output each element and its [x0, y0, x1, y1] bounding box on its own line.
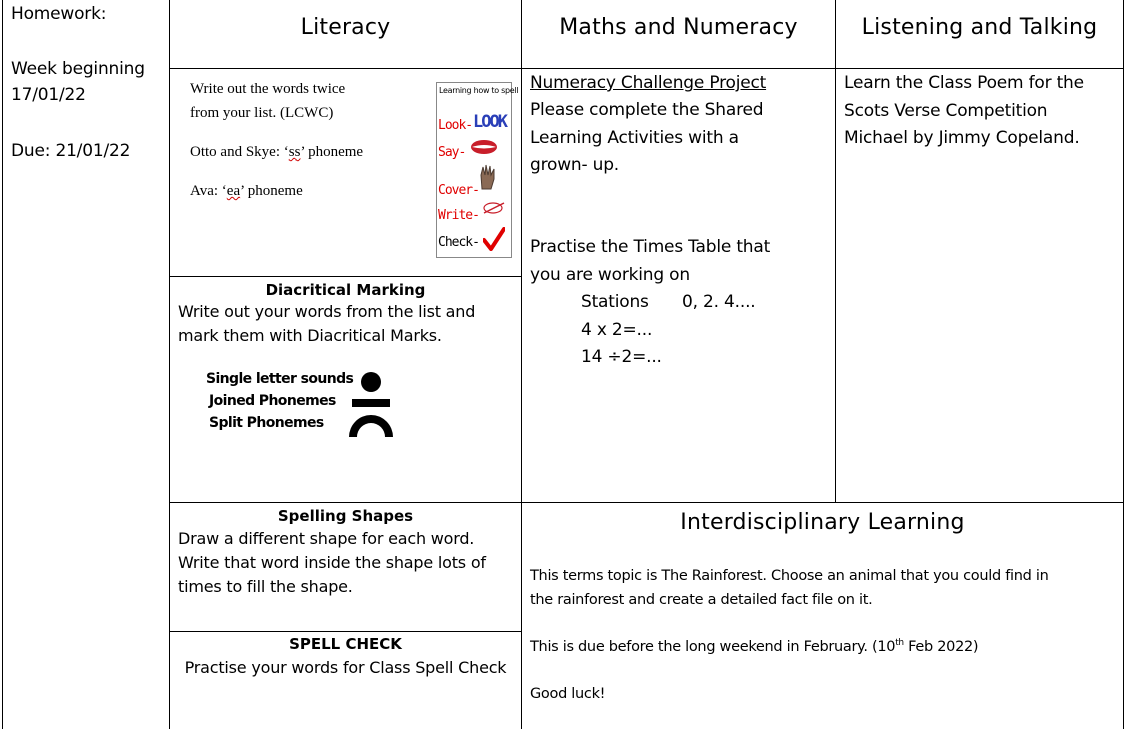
times-line-2: you are working on — [530, 265, 690, 285]
lcwc-card — [436, 82, 519, 258]
project-line-3: grown- up. — [530, 155, 619, 175]
spelling-shapes-title: Spelling Shapes — [277, 507, 414, 525]
ava-phoneme — [190, 183, 303, 200]
idl-due-sup: th — [895, 638, 904, 648]
diacritical-line-2: mark them with Diacritical Marks. — [178, 326, 442, 345]
idl-line-1: This terms topic is The Rainforest. Choose an animal that you could find in — [530, 568, 1049, 584]
due-date: Due: 21/01/22 — [11, 141, 131, 161]
lcwc-card-title: Learning how to spell — [439, 86, 519, 95]
grid-header-bottom — [169, 68, 1124, 69]
grid-lcwc-bottom — [169, 276, 522, 277]
header-maths: Maths and Numeracy — [559, 15, 798, 40]
week-beginning-label: Week beginning — [11, 59, 145, 79]
stations-label: Stations — [581, 292, 649, 312]
shapes-line-1: Draw a different shape for each word. — [178, 529, 475, 548]
times-line-1: Practise the Times Table that — [530, 237, 771, 257]
grid-shapes-bottom — [169, 631, 522, 632]
poem-line-1: Learn the Class Poem for the — [844, 73, 1084, 93]
ava-suffix: ’ phoneme — [240, 183, 303, 199]
lcwc-cover: Cover- — [438, 183, 479, 198]
idl-due-prefix: This is due before the long weekend in February. (10 — [530, 638, 896, 655]
grid-col-3 — [835, 0, 836, 502]
numeracy-project-title: Numeracy Challenge Project — [530, 73, 767, 93]
diacritical-marks-icon — [344, 370, 398, 440]
grid-left-border — [2, 0, 3, 729]
header-idl: Interdisciplinary Learning — [680, 510, 965, 535]
pencil-icon — [481, 200, 507, 216]
shapes-line-2: Write that word inside the shape lots of — [178, 553, 486, 572]
legend-split: Split Phonemes — [209, 415, 324, 431]
ava-sound: ea — [226, 183, 241, 199]
idl-due-suffix: Feb 2022) — [903, 638, 979, 655]
project-line-1: Please complete the Shared — [530, 100, 764, 120]
diacritical-line-1: Write out your words from the list and — [178, 302, 476, 321]
poem-line-3: Michael by Jimmy Copeland. — [844, 128, 1080, 148]
otto-suffix: ’ phoneme — [300, 144, 364, 160]
otto-prefix: Otto and Skye: ‘ — [190, 144, 289, 160]
lcwc-check: Check- — [438, 235, 479, 250]
grid-col-2 — [521, 0, 522, 729]
lcwc-look: Look- — [438, 118, 473, 133]
header-listening: Listening and Talking — [861, 15, 1098, 40]
stations-values: 0, 2. 4.... — [682, 292, 756, 312]
diacritical-title: Diacritical Marking — [265, 281, 426, 299]
good-luck: Good luck! — [530, 686, 606, 702]
poem-line-2: Scots Verse Competition — [844, 101, 1048, 121]
lcwc-line-1: Write out the words twice — [190, 81, 346, 97]
otto-sound: ss — [288, 144, 301, 160]
lips-icon — [469, 137, 499, 157]
spell-check-line: Practise your words for Class Spell Check — [184, 658, 507, 677]
grid-col-1 — [169, 0, 170, 729]
example-2: 14 ÷2=... — [581, 347, 662, 367]
lcwc-say: Say- — [438, 145, 466, 160]
tick-icon — [483, 227, 505, 251]
legend-joined: Joined Phonemes — [209, 393, 336, 409]
grid-row-3 — [169, 502, 1124, 503]
hand-icon — [477, 163, 499, 191]
ava-prefix: Ava: ‘ — [190, 183, 227, 199]
homework-label: Homework: — [11, 4, 107, 24]
lcwc-look-word: LOOK — [473, 112, 506, 132]
lcwc-line-2: from your list. (LCWC) — [190, 105, 334, 121]
lcwc-write: Write- — [438, 208, 479, 223]
week-date: 17/01/22 — [11, 85, 86, 105]
legend-single: Single letter sounds — [206, 371, 354, 387]
idl-due — [530, 638, 978, 655]
otto-skye-phoneme — [190, 144, 363, 161]
example-1: 4 x 2=... — [581, 320, 653, 340]
spell-check-title: SPELL CHECK — [289, 635, 402, 653]
header-literacy: Literacy — [300, 15, 391, 40]
shapes-line-3: times to fill the shape. — [178, 577, 353, 596]
project-line-2: Learning Activities with a — [530, 128, 739, 148]
idl-line-2: the rainforest and create a detailed fact file on it. — [530, 592, 873, 608]
